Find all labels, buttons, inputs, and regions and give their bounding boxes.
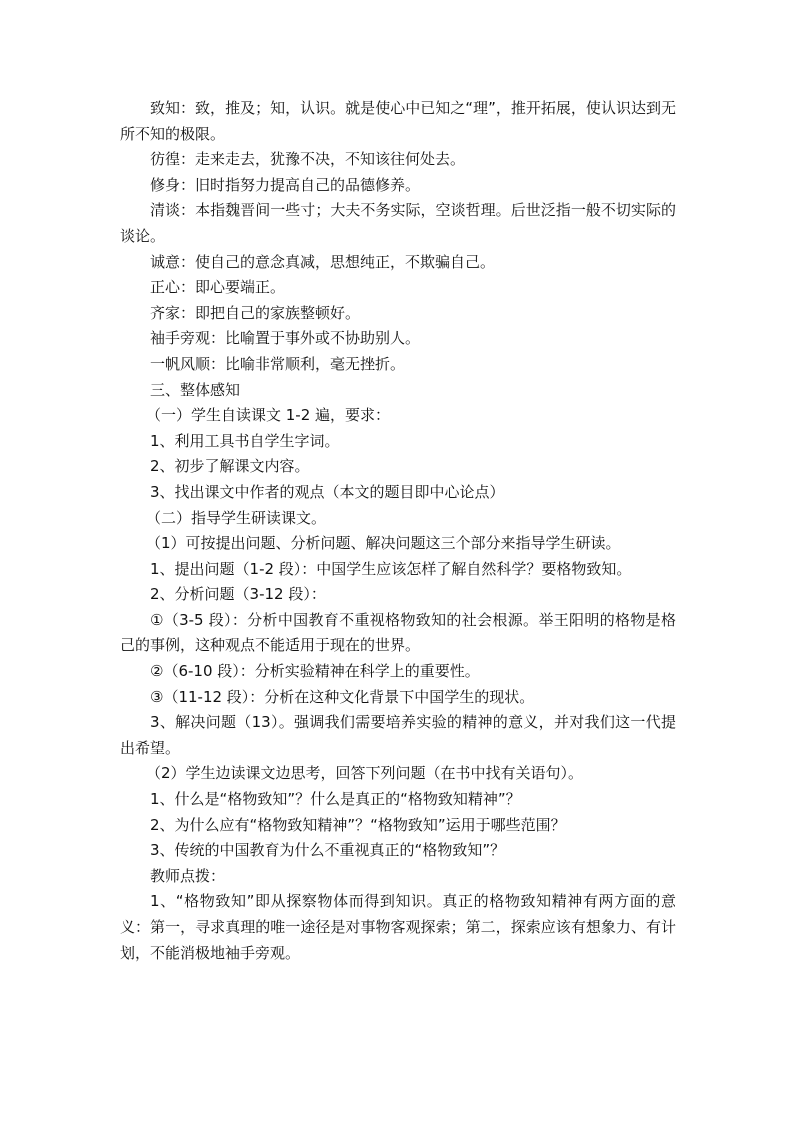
paragraph-guide-2: （2）学生边读课文边思考，回答下列问题（在书中找有关语句）。 (146, 764, 584, 783)
subheading-self-reading: （一）学生自读课文 1-2 遍，要求： (146, 406, 391, 425)
teacher-guidance-label: 教师点拨： (150, 866, 226, 885)
list-item: 3、解决问题（13）。强调我们需要培养实验的精神的意义，并对我们这一代提出希望。 (120, 713, 676, 757)
paragraph-xiushen: 修身：旧时指努力提高自己的品德修养。 (150, 175, 421, 194)
list-item: ③（11-12 段）：分析在这种文化背景下中国学生的现状。 (150, 687, 535, 706)
section-heading-overall: 三、整体感知 (150, 380, 241, 399)
list-item: 2、分析问题（3-12 段）： (150, 585, 326, 604)
list-item: 3、传统的中国教育为什么不重视真正的“格物致知”？ (150, 841, 506, 860)
list-item: ②（6-10 段）：分析实验精神在科学上的重要性。 (150, 662, 480, 681)
list-item: 1、什么是“格物致知”？什么是真正的“格物致知精神”？ (150, 790, 521, 809)
paragraph-guide-1: （1）可按提出问题、分析问题、解决问题这三个部分来指导学生研读。 (146, 534, 621, 553)
paragraph-zhengxin: 正心：即心要端正。 (150, 278, 286, 297)
subheading-guided-reading: （二）指导学生研读课文。 (146, 508, 327, 527)
list-item: 2、为什么应有“格物致知精神”？“格物致知”运用于哪些范围？ (150, 815, 566, 834)
list-item: 1、“格物致知”即从探察物体而得到知识。真正的格物致知精神有两方面的意义：第一，寻求真理的唯一途径是对事物客观探索；第二，探索应该有想象力、有计划，不能消极地袖手旁观。 (120, 892, 676, 962)
paragraph-zhizhi: 致知：致，推及；知，认识。就是使心中已知之“理”，推开拓展，使认识达到无所不知的极限。 (120, 99, 676, 143)
document-page (120, 96, 676, 966)
list-item: 2、初步了解课文内容。 (150, 457, 310, 476)
list-item: ①（3-5 段）：分析中国教育不重视格物致知的社会根源。举王阳明的格物是格己的事例，这种观点不能适用于现在的世界。 (120, 610, 676, 655)
paragraph-xiushou: 袖手旁观：比喻置于事外或不协助别人。 (150, 329, 421, 348)
paragraph-panghuang: 彷徨：走来走去，犹豫不决，不知该往何处去。 (150, 150, 466, 169)
paragraph-qijia: 齐家：即把自己的家族整顿好。 (150, 303, 361, 322)
list-item: 1、利用工具书自学生字词。 (150, 431, 340, 450)
paragraph-qingtan: 清谈：本指魏晋间一些寸；大夫不务实际，空谈哲理。后世泛指一般不切实际的谈论。 (120, 201, 676, 245)
paragraph-chengyi: 诚意：使自己的意念真减，思想纯正，不欺骗自己。 (150, 252, 496, 271)
paragraph-yifan: 一帆风顺：比喻非常顺利，毫无挫折。 (150, 354, 406, 373)
list-item: 3、找出课文中作者的观点（本文的题目即中心论点） (150, 482, 505, 501)
list-item: 1、提出问题（1-2 段）：中国学生应该怎样了解自然科学？要格物致知。 (150, 559, 632, 578)
